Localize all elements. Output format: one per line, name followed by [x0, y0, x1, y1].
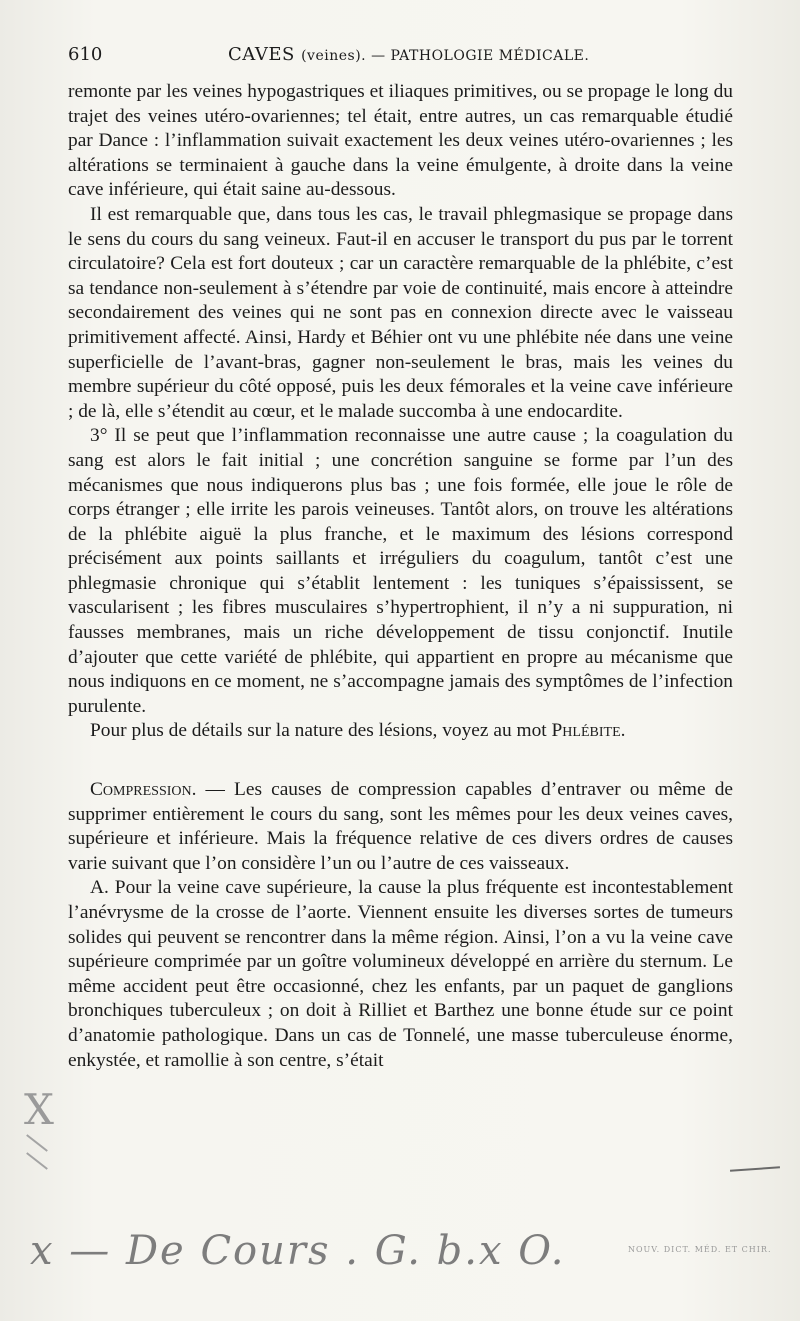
paragraph-5-text: — Les causes de compression capables d’entraver ou même de supprimer entièrement le cours du sang, sont les mêmes pour les deux veines caves, supérieure et inférieure. Mais la fréquence relative de ces divers ordres de causes varie suivant que l’on considère l’un ou l’autre de ces vaisseaux.	[68, 779, 733, 874]
margin-mark: X	[24, 1085, 54, 1134]
paragraph-4-text: Pour plus de détails sur la nature des lésions, voyez au mot	[90, 720, 552, 742]
pencil-scrawl	[730, 1166, 780, 1171]
paragraph-2: Il est remarquable que, dans tous les cas, le travail phlegmasique se propage dans le sens du cours du sang veineux. Faut-il en accuser le transport du pus par le torrent circulatoire? Cela est fort douteux ; car un caractère remarquable de la phlébite, c’est sa tendance non-seulement à s’étendre par voie de continuité, mais encore à atteindre secondairement des veines qui ne sont pas en connexion directe avec le vaisseau primitivement affecté. Ainsi, Hardy et Béhier ont vu une phlébite née dans une veine superficielle de l’avant-bras, gagner non-seulement le bras, mais les veines du membre supérieur du côté opposé, puis les deux fémorales et la veine cave inférieure ; de là, elle s’étendit au cœur, et le malade succomba à une endocardite.	[68, 203, 733, 422]
footer-mark: NOUV. DICT. MÉD. ET CHIR.	[628, 1245, 772, 1254]
section-spacer	[68, 744, 733, 778]
paragraph-5	[68, 778, 733, 876]
paragraph-1: remonte par les veines hypogastriques et iliaques primitives, ou se propage le long du trajet des veines utéro-ovariennes; tel était, entre autres, un cas remarquable étudié par Dance : l’inflammation suivait exactement les deux veines utéro-ovariennes ; les altérations se terminaient à gauche dans la veine émulgente, à droite dans la veine cave inférieure, qui était saine au-dessous.	[68, 81, 733, 201]
handwritten-note: x — De Cours . G. b.x O.	[30, 1228, 566, 1274]
margin-stroke	[26, 1152, 48, 1170]
paragraph-3: 3° Il se peut que l’inflammation reconnaisse une autre cause ; la coagulation du sang est alors le fait initial ; une concrétion sanguine se forme par l’un des mécanismes que nous indiquerons plus bas ; une fois formée, elle joue le rôle de corps étranger ; elle irrite les parois veineuses. Tantôt alors, on trouve les altérations de la phlébite aiguë la plus franche, et le maximum des lésions correspond précisément aux points saillants et irréguliers du coagulum, tantôt c’est une phlegmasie chronique qui s’établit lentement : les tuniques s’épaississent, se vascularisent ; les fibres musculaires s’hypertrophient, il n’y a ni suppuration, ni fausses membranes, mais un riche développement de tissu conjonctif. Inutile d’ajouter que cette variété de phlébite, qui appartient en propre au mécanisme que nous indiquons en ce moment, ne s’accompagne jamais des symptômes de l’infection purulente.	[68, 425, 733, 717]
running-header	[68, 44, 733, 74]
cross-reference: Phlébite.	[551, 720, 626, 742]
title-rest: — PATHOLOGIE MÉDICALE.	[366, 48, 590, 64]
page-number: 610	[68, 44, 103, 65]
margin-stroke	[26, 1134, 48, 1152]
running-title	[228, 44, 589, 65]
section-heading: Compression.	[90, 779, 197, 801]
paragraph-4	[68, 719, 733, 744]
title-main: CAVES	[228, 44, 295, 65]
paragraph-6: A. Pour la veine cave supérieure, la cause la plus fréquente est incontestablement l’anévrysme de la crosse de l’aorte. Viennent ensuite les diverses sortes de tumeurs solides qui peuvent se rencontrer dans la même région. Ainsi, l’on a vu la veine cave supérieure comprimée par un goître volumineux développé en arrière du sternum. Le même accident peut être occasionné, chez les enfants, par un paquet de ganglions bronchiques tuberculeux ; on doit à Rilliet et Barthez une bonne étude sur ce point d’anatomie pathologique. Dans un cas de Tonnelé, une masse tuberculeuse énorme, enkystée, et ramollie à son centre, s’était	[68, 877, 733, 1071]
title-sub: (veines).	[301, 48, 367, 64]
body-text	[68, 80, 733, 1073]
